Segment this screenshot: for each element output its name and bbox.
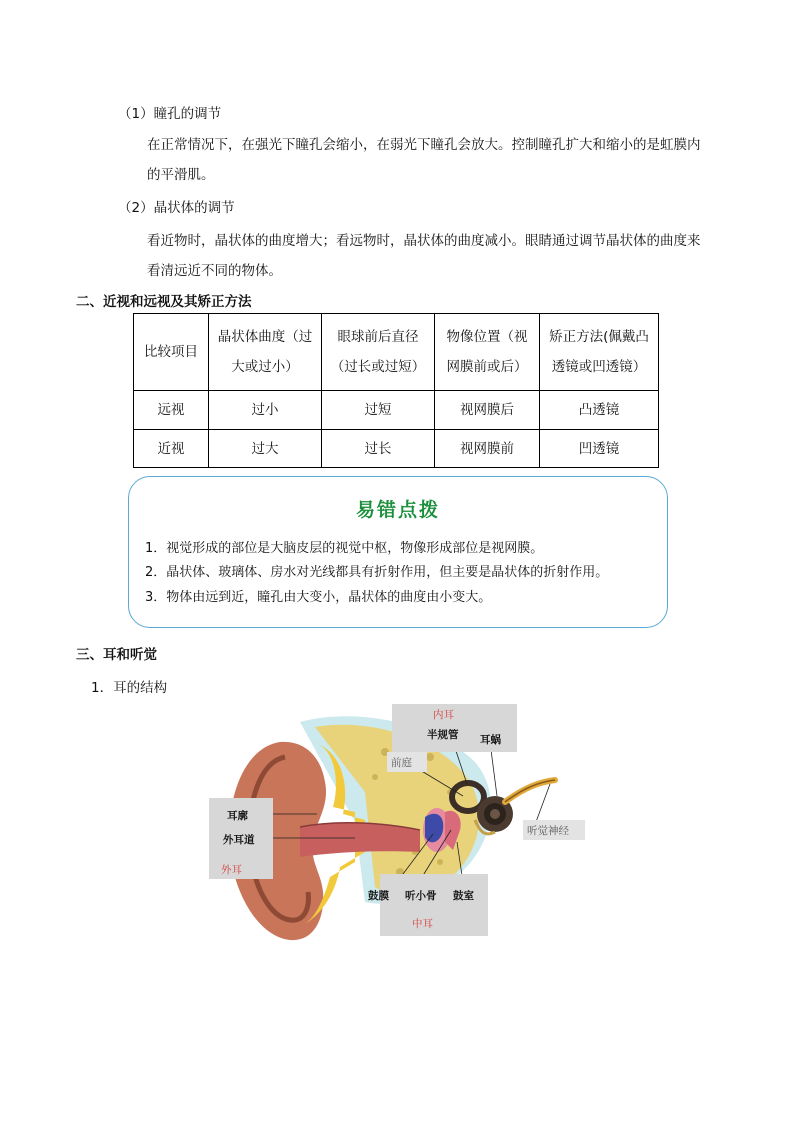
auricle-label: 耳廓: [227, 810, 248, 822]
ear-structure-subtitle: 1．耳的结构: [91, 680, 168, 696]
header-text: 透镜或凹透镜）: [551, 359, 647, 375]
table-cell: 视网膜前: [435, 430, 540, 468]
section-title-ear: 三、耳和听觉: [76, 647, 157, 663]
lens-text-line1: 看近物时，晶状体的曲度增大；看远物时，晶状体的曲度减小。眼睛通过调节晶状体的曲度来: [147, 233, 701, 249]
table-row: [134, 430, 659, 468]
middle-ear-label: 中耳: [412, 918, 433, 930]
pupil-text-line1: 在正常情况下，在强光下瞳孔会缩小，在弱光下瞳孔会放大。控制瞳孔扩大和缩小的是虹膜内: [147, 137, 701, 153]
ossicles-label: 听小骨: [405, 890, 437, 902]
inner-ear-label: 内耳: [433, 709, 454, 721]
header-text: 网膜前或后）: [446, 359, 528, 375]
pupil-title: （1）瞳孔的调节: [118, 106, 222, 122]
eardrum-label: 鼓膜: [368, 890, 389, 902]
header-text: 晶状体曲度（过: [217, 329, 313, 345]
header-text: 眼球前后直径: [337, 329, 419, 345]
header-cell: [209, 314, 322, 391]
lens-text-line2: 看清远近不同的物体。: [147, 263, 282, 279]
table-cell: 远视: [134, 391, 209, 430]
pupil-text-line2: 的平滑肌。: [147, 167, 215, 183]
comparison-table: [133, 313, 659, 468]
table-cell: 过长: [322, 430, 435, 468]
ear-diagram: [205, 702, 590, 942]
header-cell: [435, 314, 540, 391]
header-cell: [540, 314, 659, 391]
header-cell: [134, 314, 209, 391]
tympanic-cavity-label: 鼓室: [453, 890, 474, 902]
table-header-row: [134, 314, 659, 391]
header-text: 物像位置（视: [446, 329, 528, 345]
tips-title: 易错点拨: [355, 499, 440, 521]
table-row: [134, 391, 659, 430]
vestibule-label: 前庭: [391, 757, 412, 769]
table-cell: 过小: [209, 391, 322, 430]
middle-ear-label-box: [380, 874, 488, 936]
header-text: 大或过小）: [231, 359, 299, 375]
header-text: 矫正方法(佩戴凸: [549, 329, 649, 345]
semicircular-canal-label: 半规管: [427, 729, 459, 741]
header-text: （过长或过短）: [330, 359, 426, 375]
tips-box: [128, 476, 668, 628]
table-cell: 过大: [209, 430, 322, 468]
tip-item: 3．物体由远到近，瞳孔由大变小，晶状体的曲度由小变大。: [145, 590, 492, 605]
lens-title: （2）晶状体的调节: [118, 200, 235, 216]
table-cell: 凸透镜: [540, 391, 659, 430]
auditory-nerve-label: 听觉神经: [527, 825, 569, 837]
tip-item: 1．视觉形成的部位是大脑皮层的视觉中枢，物像形成部位是视网膜。: [145, 541, 544, 556]
ear-canal-label: 外耳道: [223, 834, 255, 846]
table-cell: 视网膜后: [435, 391, 540, 430]
outer-ear-label: 外耳: [221, 864, 242, 876]
table-cell: 近视: [134, 430, 209, 468]
table-cell: 凹透镜: [540, 430, 659, 468]
table-cell: 过短: [322, 391, 435, 430]
header-cell: [322, 314, 435, 391]
tip-item: 2．晶状体、玻璃体、房水对光线都具有折射作用，但主要是晶状体的折射作用。: [145, 565, 609, 580]
header-text: 比较项目: [144, 344, 198, 360]
cochlea-label: 耳蜗: [480, 734, 501, 746]
section-title-myopia: 二、近视和远视及其矫正方法: [76, 294, 252, 310]
